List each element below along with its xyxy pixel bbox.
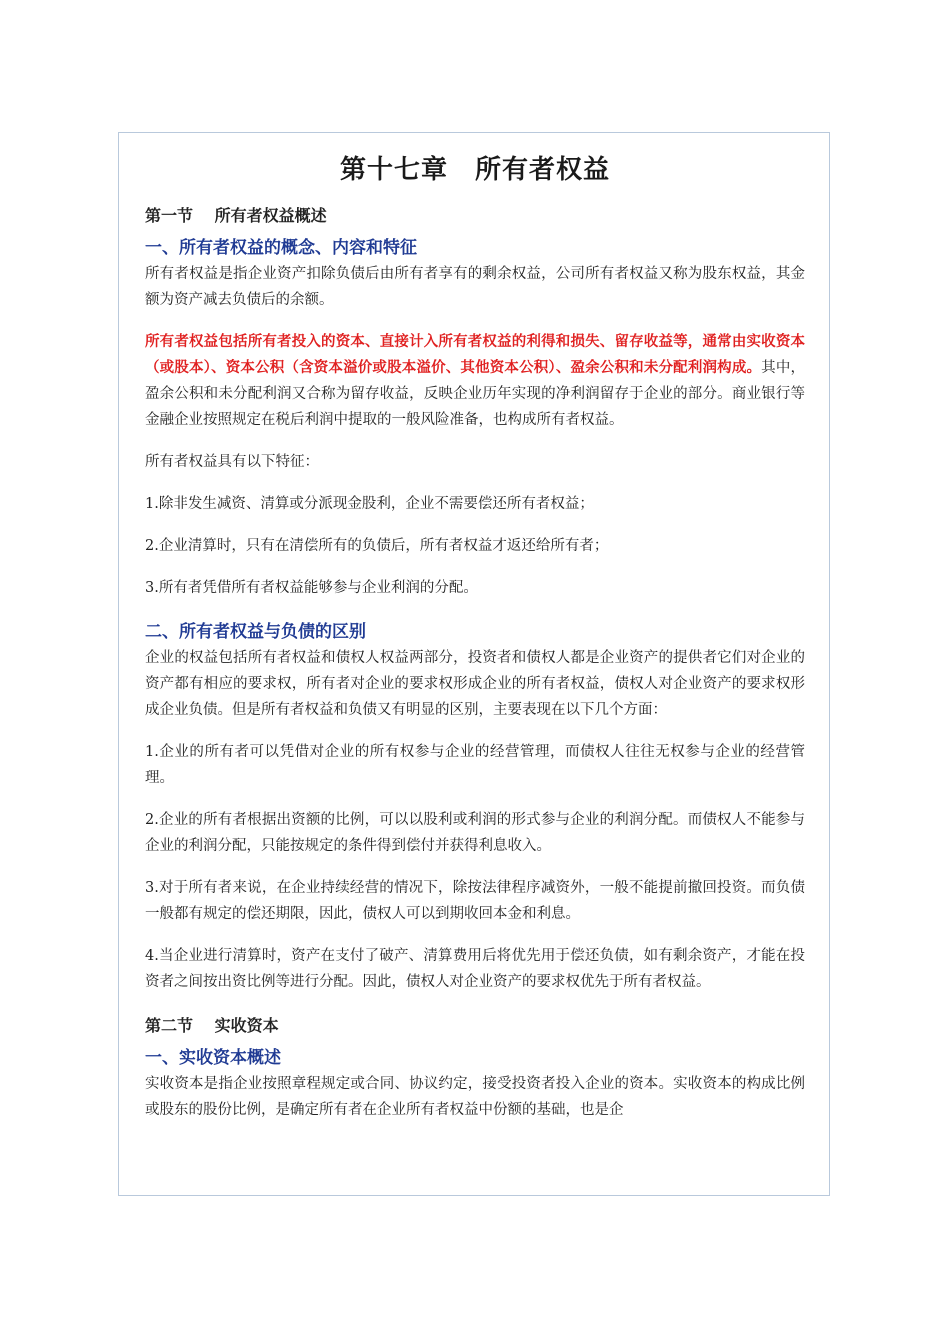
paragraph: 实收资本是指企业按照章程规定或合同、协议约定，接受投资者投入企业的资本。实收资本的构成比例或股东的股份比例，是确定所有者在企业所有者权益中份额的基础，也是企 (145, 1076, 805, 1118)
document-frame (118, 132, 830, 1196)
chapter-title: 第十七章 所有者权益 (339, 155, 610, 185)
list-item: 4.当企业进行清算时，资产在支付了破产、清算费用后将优先用于偿还负债，如有剩余资产，才能在投资者之间按出资比例等进行分配。因此，债权人对企业资产的要求权优先于所有者权益。 (145, 948, 805, 990)
paragraph (145, 329, 805, 433)
paragraph: 企业的权益包括所有者权益和债权人权益两部分，投资者和债权人都是企业资产的提供者它们对企业的资产都有相应的要求权，所有者对企业的要求权形成企业的所有者权益，债权人对企业资产的要求权形成企业负债。但是所有者权益和负债又有明显的区别，主要表现在以下几个方面： (145, 650, 805, 718)
section-title: 第二节 实收资本 (145, 1016, 279, 1035)
paragraph: 所有者权益具有以下特征： (145, 454, 319, 470)
subheading: 一、所有者权益的概念、内容和特征 (145, 238, 417, 258)
highlighted-text: 所有者权益包括所有者投入的资本、直接计入所有者权益的利得和损失、留存收益等，通常由实收资本（或股本）、资本公积（含资本溢价或股本溢价、其他资本公积）、盈余公积和未分配利润构成。 (145, 334, 805, 376)
list-item: 1.除非发生减资、清算或分派现金股利，企业不需要偿还所有者权益； (145, 496, 594, 512)
subheading: 二、所有者权益与负债的区别 (145, 622, 366, 642)
document-body (145, 133, 805, 1123)
subheading: 一、实收资本概述 (145, 1048, 281, 1068)
list-item: 2.企业的所有者根据出资额的比例，可以以股利或利润的形式参与企业的利润分配。而债权人不能参与企业的利润分配，只能按规定的条件得到偿付并获得利息收入。 (145, 812, 805, 854)
section-title: 第一节 所有者权益概述 (145, 206, 327, 225)
list-item: 3.对于所有者来说，在企业持续经营的情况下，除按法律程序减资外，一般不能提前撤回投资。而负债一般都有规定的偿还期限，因此，债权人可以到期收回本金和利息。 (145, 880, 805, 922)
paragraph: 所有者权益是指企业资产扣除负债后由所有者享有的剩余权益，公司所有者权益又称为股东权益，其金额为资产减去负债后的余额。 (145, 266, 805, 308)
list-item: 3.所有者凭借所有者权益能够参与企业利润的分配。 (145, 580, 478, 596)
list-item: 1.企业的所有者可以凭借对企业的所有权参与企业的经营管理，而债权人往往无权参与企业的经营管理。 (145, 744, 805, 786)
paragraph-text: 其中，盈余公积和未分配利润又合称为留存收益，反映企业历年实现的净利润留存于企业的部分。商业银行等金融企业按照规定在税后利润中提取的一般风险准备，也构成所有者权益。 (145, 360, 806, 428)
list-item: 2.企业清算时，只有在清偿所有的负债后，所有者权益才返还给所有者； (145, 538, 609, 554)
